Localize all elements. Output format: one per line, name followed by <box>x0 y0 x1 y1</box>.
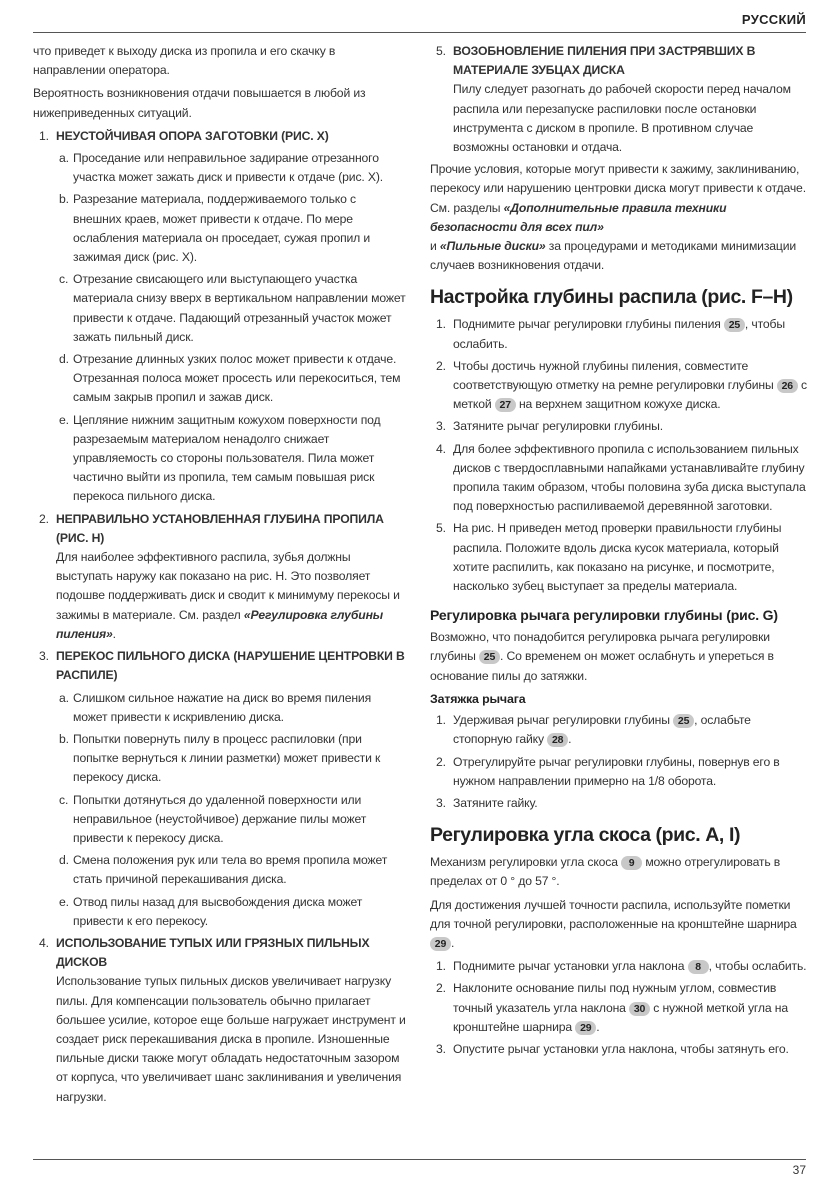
item-number: 4. <box>436 441 446 456</box>
item-number: 3. <box>436 795 446 810</box>
list-item <box>430 315 808 353</box>
item-number: 5. <box>436 44 446 58</box>
callout-badge: 28 <box>547 733 568 747</box>
sub-text: Разрезание материала, поддерживаемого только с внешних краев, может привести к отдаче. По мере ослабления материала он проседает, сужая пропил и зажимая диск (рис. X). <box>73 192 371 265</box>
lever-paragraph <box>430 628 808 686</box>
callout-badge: 29 <box>430 937 451 951</box>
callout-badge: 8 <box>688 960 709 974</box>
sub-item <box>33 270 407 347</box>
paragraph-text: можно отрегулировать в пределах от 0 ° до 57 °. <box>430 855 781 889</box>
sub-letter: c. <box>59 792 69 807</box>
bevel-paragraph <box>430 853 808 891</box>
step-text: На рис. H приведен метод проверки правильности глубины распила. Положите вдоль диска кусок материала, который хотите распилить, как показано на рисунке, и посмотрите, насколько зубец выступает за пределы материала. <box>453 521 782 594</box>
bevel-section-title: Регулировка угла скоса (рис. A, I) <box>430 824 741 847</box>
section-reference: «Дополнительные правила техники безопасности для всех пил» <box>430 200 727 234</box>
list-item-4 <box>33 934 407 1107</box>
item-number: 3. <box>436 419 446 434</box>
item-heading: ПЕРЕКОС ПИЛЬНОГО ДИСКА (НАРУШЕНИЕ ЦЕНТРОВКИ В РАСПИЛЕ) <box>56 649 405 683</box>
step-text: . <box>596 1019 600 1034</box>
sub-text: Отрезание свисающего или выступающего участка материала снизу вверх в вертикальном направлении может привести к отдаче. Падающий отрезанный участок может зажать пильный диск. <box>73 272 406 344</box>
sub-letter: b. <box>59 192 69 207</box>
sub-letter: e. <box>59 412 69 427</box>
sub-text: Отвод пилы назад для высвобождения диска может привести к его перекосу. <box>73 894 363 928</box>
section-reference: «Пильные диски» <box>439 239 546 254</box>
list-item <box>430 753 808 791</box>
step-text: Поднимите рычаг регулировки глубины пиления <box>453 317 724 332</box>
item-number: 1. <box>39 128 49 143</box>
item-number: 2. <box>436 358 446 373</box>
item-body <box>56 548 407 644</box>
sub-text: Проседание или неправильное задирание отрезанного участка может зажать диск и привести к отдаче (рис. X). <box>73 151 383 185</box>
paragraph-text: . <box>451 935 455 950</box>
step-text: на верхнем защитном кожухе диска. <box>515 397 721 412</box>
step-text: . <box>568 732 572 747</box>
list-item-2 <box>33 510 407 644</box>
callout-badge: 27 <box>495 398 516 412</box>
list-item <box>430 979 808 1037</box>
paragraph-text: Для достижения лучшей точности распила, используйте пометки для точной регулировки, расположенные на кронштейне шарнира <box>430 897 797 931</box>
sub-item <box>33 851 407 889</box>
item-number: 1. <box>436 713 446 728</box>
sub-letter: c. <box>59 272 69 287</box>
callout-badge: 30 <box>629 1002 650 1016</box>
item-number: 4. <box>39 935 49 950</box>
list-item <box>430 519 808 596</box>
sub-text: Слишком сильное нажатие на диск во время пиления может привести к искривлению диска. <box>73 690 372 724</box>
callout-badge: 25 <box>673 714 694 728</box>
sub-text: Цепляние нижним защитным кожухом поверхности под разрезаемым материалом ненадолго снижает управляемость со стороны пользователя. Пила может частично выйти из пропила, тем самым повышая риск перекоса пильного диска. <box>73 412 381 504</box>
callout-badge: 25 <box>724 318 745 332</box>
step-text: Чтобы достичь нужной глубины пиления, совместите соответствующую отметку на ремне регулировки глубины <box>453 358 777 393</box>
item-heading: ВОЗОБНОВЛЕНИЕ ПИЛЕНИЯ ПРИ ЗАСТРЯВШИХ В МАТЕРИАЛЕ ЗУБЦАХ ДИСКА <box>453 44 756 78</box>
list-item <box>430 357 808 415</box>
list-item <box>430 794 808 813</box>
item-body: Пилу следует разогнать до рабочей скорости перед началом распила или перезапуске распиловки после остановки инструмента с диском в пропиле. В противном случае возможны остановки и отдача. <box>453 82 791 155</box>
section-reference: «Регулировка глубины пиления» <box>56 607 384 641</box>
step-text: с нужной меткой угла на кронштейне шарнира <box>453 1000 788 1034</box>
sub-item <box>33 730 407 788</box>
sub-item <box>33 411 407 507</box>
sub-text: Попытки дотянуться до удаленной поверхности или неправильное (неустойчивое) держание пилы может привести к перекосу диска. <box>73 792 367 845</box>
item-number: 1. <box>436 317 446 332</box>
intro-paragraph: что приведет к выходу диска из пропила и его скачку в направлении оператора. <box>33 44 336 78</box>
step-text: Отрегулируйте рычаг регулировки глубины, повернув его в нужном направлении примерно на 1/8 оборота. <box>453 754 780 788</box>
other-conditions-paragraph <box>430 160 808 275</box>
list-item-5 <box>430 42 808 157</box>
item-heading: НЕУСТОЙЧИВАЯ ОПОРА ЗАГОТОВКИ (РИС. X) <box>56 128 329 143</box>
item-number: 5. <box>436 521 446 536</box>
sub-text: Попытки повернуть пилу в процесс распиловки (при попытке вернуться к линии разметки) может привести к перекосу диска. <box>73 731 381 785</box>
lever-section-title: Регулировка рычага регулировки глубины (рис. G) <box>430 607 778 624</box>
footer-divider <box>33 1159 806 1160</box>
sub-letter: e. <box>59 894 69 909</box>
intro-paragraph-2: Вероятность возникновения отдачи повышается в любой из нижеприведенных ситуаций. <box>33 86 366 120</box>
paragraph-text: и <box>430 239 440 254</box>
step-text: Затяните рычаг регулировки глубины. <box>453 419 663 434</box>
list-item-3 <box>33 647 407 685</box>
list-item <box>430 957 808 976</box>
paragraph-text: Возможно, что понадобится регулировка рычага регулировки глубины <box>430 630 770 664</box>
step-text: Затяните гайку. <box>453 795 538 810</box>
step-text: Опустите рычаг установки угла наклона, чтобы затянуть его. <box>453 1041 789 1056</box>
paragraph-text: . Со временем он может ослабнуть и упереться в основание пилы до затяжки. <box>430 649 774 683</box>
callout-badge: 9 <box>621 856 642 870</box>
sub-letter: d. <box>59 853 69 868</box>
sub-item <box>33 149 407 187</box>
step-text: Поднимите рычаг установки угла наклона <box>453 959 688 974</box>
list-item-1 <box>33 127 407 146</box>
header-language: РУССКИЙ <box>741 12 806 27</box>
step-text: , чтобы ослабить. <box>708 959 807 974</box>
item-number: 3. <box>436 1041 446 1056</box>
step-text: Наклоните основание пилы под нужным углом, совместив точный указатель угла наклона <box>453 981 777 1015</box>
sub-letter: b. <box>59 731 69 746</box>
bevel-paragraph-2 <box>430 896 808 954</box>
item-number: 1. <box>436 959 446 974</box>
callout-badge: 25 <box>479 650 500 664</box>
list-item <box>430 711 808 749</box>
step-text: с меткой <box>453 378 807 412</box>
item-body: Использование тупых пильных дисков увеличивает нагрузку пилы. Для компенсации пользователь обычно прилагает большее усилие, которое еще больше нагружает инструмент и создает риск перекашивания диска в пропиле. Изношенные пильные диски также могут обладать недостаточным зазором от корпуса, что увеличивает шанс заклинивания и увеличения нагрузки. <box>56 974 406 1104</box>
left-column <box>33 42 407 1110</box>
step-text: Для более эффективного пропила с использованием пильных дисков с твердосплавными напайками устанавливайте глубину пропила таким образом, чтобы половина зуба диска выступала под поверхностью распиливаемой деревянной заготовки. <box>453 441 806 514</box>
step-text: Удерживая рычаг регулировки глубины <box>453 713 674 728</box>
callout-badge: 29 <box>575 1021 596 1035</box>
paragraph-text: Прочие условия, которые могут привести к зажиму, заклиниванию, перекосу или нарушению центровки диска могут привести к отдаче. См. разделы <box>430 162 806 215</box>
item-number: 2. <box>39 511 49 526</box>
sub-text: Смена положения рук или тела во время пропила может стать причиной перекашивания диска. <box>73 853 388 887</box>
item-number: 3. <box>39 649 49 664</box>
lever-subtitle: Затяжка рычага <box>430 691 526 706</box>
sub-item <box>33 791 407 849</box>
sub-item <box>33 893 407 931</box>
callout-badge: 26 <box>777 379 798 393</box>
sub-item <box>33 689 407 727</box>
depth-section-title: Настройка глубины распила (рис. F–H) <box>430 286 793 309</box>
paragraph-text: Механизм регулировки угла скоса <box>430 855 622 870</box>
item-number: 2. <box>436 981 446 996</box>
punctuation: . <box>112 626 116 641</box>
list-item <box>430 417 808 436</box>
sub-text: Отрезание длинных узких полос может привести к отдаче. Отрезанная полоса может просесть или перекоситься, тем самым закрыв пропил и зажав диск. <box>73 352 401 405</box>
step-text: , ослабьте стопорную гайку <box>453 713 751 747</box>
sub-item <box>33 190 407 267</box>
sub-letter: d. <box>59 352 69 367</box>
step-text: , чтобы ослабить. <box>453 317 785 351</box>
paragraph-text: за процедурами и методиками минимизации случаев возникновения отдачи. <box>430 239 797 273</box>
item-heading: НЕПРАВИЛЬНО УСТАНОВЛЕННАЯ ГЛУБИНА ПРОПИЛА (РИС. H) <box>56 511 384 545</box>
page-number: 37 <box>792 1163 806 1177</box>
right-column <box>430 42 808 1062</box>
sub-item <box>33 350 407 408</box>
sub-letter: a. <box>59 151 69 166</box>
sub-letter: a. <box>59 690 69 705</box>
list-item <box>430 440 808 517</box>
item-body-text: Для наиболее эффективного распила, зубья должны выступать наружу как показано на рис. H. Это позволяет подошве поддерживать диск и сводит к минимуму перекосы и зажимы в материале. См. раздел <box>56 550 400 622</box>
list-item <box>430 1040 808 1059</box>
item-heading: ИСПОЛЬЗОВАНИЕ ТУПЫХ ИЛИ ГРЯЗНЫХ ПИЛЬНЫХ ДИСКОВ <box>56 935 370 970</box>
item-number: 2. <box>436 754 446 769</box>
header-divider <box>33 32 806 33</box>
